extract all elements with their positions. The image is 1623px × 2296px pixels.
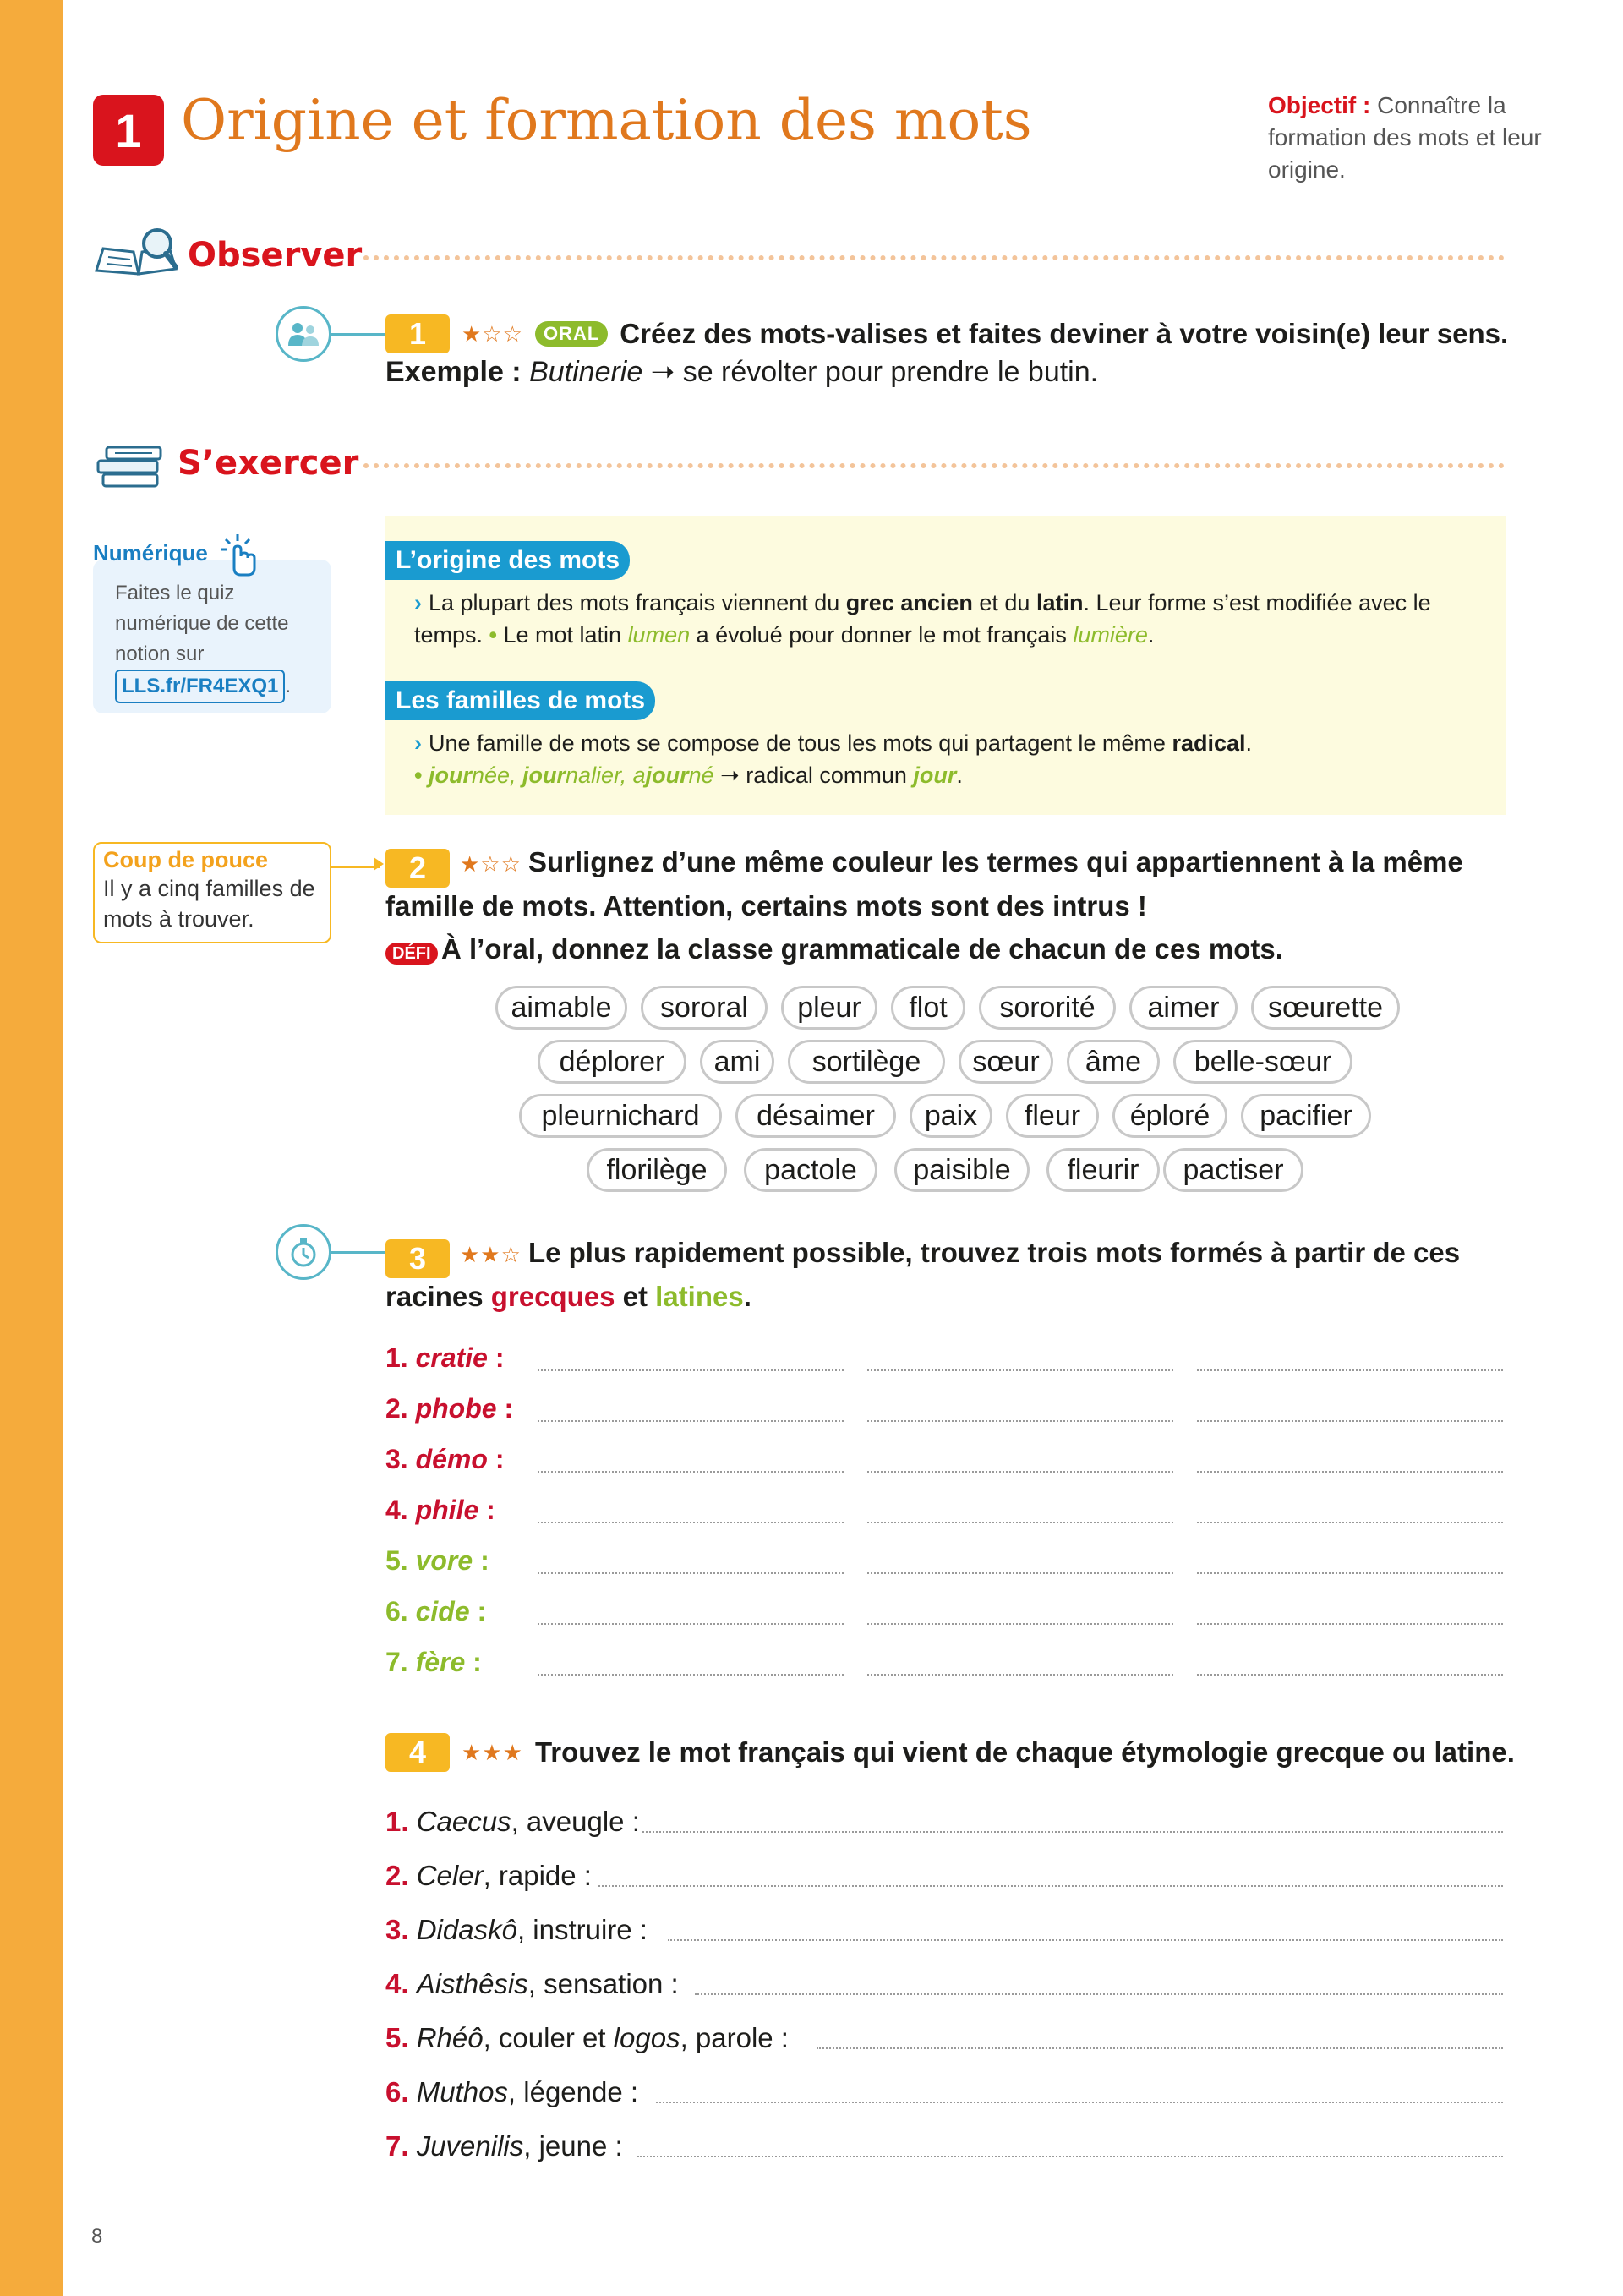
answer-line[interactable]	[538, 1674, 844, 1676]
word-pill[interactable]: sororal	[641, 986, 768, 1030]
etymology-item	[385, 1806, 640, 1838]
section-sexercer	[91, 429, 358, 497]
item-number: 2.	[385, 1860, 409, 1891]
arrow-icon: ➝	[650, 356, 675, 388]
text: ➝ radical commun	[713, 763, 914, 788]
answer-line[interactable]	[1197, 1369, 1503, 1371]
word-pill[interactable]: belle-sœur	[1173, 1040, 1352, 1084]
chevron-right-icon: ›	[414, 590, 422, 615]
hint-box	[93, 842, 331, 943]
meaning: , parole :	[680, 2022, 789, 2053]
root-item	[385, 1444, 504, 1475]
word-pill[interactable]: paix	[910, 1094, 992, 1138]
exercise4-header	[385, 1733, 1515, 1772]
chapter-number-badge: 1	[93, 95, 164, 166]
exercise2-header	[385, 844, 1506, 974]
section-divider-dots	[363, 255, 1505, 260]
etymology-item	[385, 2130, 623, 2162]
word-pill[interactable]: désaimer	[735, 1094, 896, 1138]
meaning: , instruire :	[516, 1914, 648, 1945]
word-pill[interactable]: pleurnichard	[519, 1094, 722, 1138]
origin-tag: L’origine des mots	[385, 541, 630, 580]
item-number: 1.	[385, 1806, 409, 1837]
text: .	[743, 1280, 751, 1312]
item-number: 7.	[385, 2130, 409, 2162]
example-meaning: se révolter pour prendre le butin.	[682, 356, 1099, 388]
example-word: lumière	[1073, 622, 1148, 648]
meaning: , aveugle :	[511, 1806, 640, 1837]
difficulty-stars: ★★★	[462, 1739, 523, 1765]
root: jour	[645, 763, 689, 788]
suffix: née,	[471, 763, 523, 788]
numerique-title	[93, 531, 261, 578]
family-tag: Les familles de mots	[385, 681, 655, 720]
text: La plupart des mots français viennent du	[429, 590, 846, 615]
answer-line[interactable]	[598, 1885, 1503, 1887]
exercise1-example	[385, 355, 1098, 389]
answer-line[interactable]	[1197, 1420, 1503, 1422]
page-sidebar-band	[0, 0, 63, 2296]
difficulty-stars: ★★☆	[460, 1242, 522, 1267]
word-pill[interactable]: aimer	[1129, 986, 1238, 1030]
word-pill[interactable]: pactole	[744, 1148, 877, 1192]
etymology-item	[385, 1914, 648, 1946]
meaning: , jeune :	[523, 2130, 623, 2162]
answer-line[interactable]	[867, 1674, 1173, 1676]
text: a évolué pour donner le mot français	[690, 622, 1074, 648]
text: .	[1245, 730, 1253, 756]
item-number: 4.	[385, 1495, 408, 1525]
root: jour	[522, 763, 566, 788]
objective	[1268, 90, 1547, 186]
answer-line[interactable]	[867, 1471, 1173, 1473]
pair-work-icon	[276, 306, 331, 362]
answer-line[interactable]	[867, 1369, 1173, 1371]
answer-line[interactable]	[867, 1572, 1173, 1574]
root-word: fère	[415, 1647, 466, 1677]
etymon: logos	[613, 2022, 680, 2053]
root-word: vore	[415, 1545, 473, 1576]
colon: :	[487, 1342, 505, 1373]
item-number: 4.	[385, 1968, 409, 1999]
etymology-item	[385, 1968, 679, 2000]
numerique-text	[115, 578, 318, 703]
section-observer-title: Observer	[188, 236, 363, 275]
colon: :	[465, 1647, 482, 1677]
text: .	[956, 763, 963, 788]
etymon: Didaskô	[416, 1914, 517, 1945]
root-item	[385, 1545, 489, 1577]
word-pill[interactable]: éploré	[1112, 1094, 1227, 1138]
defi-tag: DÉFI	[385, 943, 438, 965]
etymology-item	[385, 2076, 638, 2108]
etymon: Caecus	[416, 1806, 511, 1837]
answer-line[interactable]	[538, 1420, 844, 1422]
exercise1-number: 1	[385, 314, 450, 353]
greek-label: grecques	[490, 1280, 615, 1312]
etymon: Celer	[416, 1860, 484, 1891]
item-number: 5.	[385, 2022, 409, 2053]
meaning: , couler et	[483, 2022, 614, 2053]
keyword: grec ancien	[845, 590, 973, 615]
family-rule	[414, 727, 1488, 791]
section-divider-dots	[363, 463, 1505, 468]
answer-line[interactable]	[538, 1369, 844, 1371]
root-word: phile	[415, 1495, 479, 1525]
etymology-item	[385, 1860, 592, 1892]
exercise3-number: 3	[385, 1239, 450, 1278]
stopwatch-icon	[276, 1224, 331, 1280]
etymon: Juvenilis	[416, 2130, 524, 2162]
item-number: 3.	[385, 1914, 409, 1945]
example-bullet: •	[414, 763, 423, 788]
word-pill[interactable]: paisible	[894, 1148, 1030, 1192]
text: et	[615, 1280, 656, 1312]
click-hand-icon	[214, 531, 261, 578]
etymon: Muthos	[416, 2076, 508, 2107]
arrow-right-icon	[374, 857, 384, 871]
exercise1-header	[385, 314, 1508, 353]
example-word: lumen	[627, 622, 691, 648]
icon-connector	[331, 1251, 385, 1254]
item-number: 6.	[385, 1596, 408, 1626]
example-bullet: •	[489, 622, 497, 648]
word-pill[interactable]: pacifier	[1241, 1094, 1371, 1138]
text: et du	[972, 590, 1036, 615]
numerique-link[interactable]: LLS.fr/FR4EXQ1	[115, 670, 285, 703]
etymon: Aisthêsis	[416, 1968, 528, 1999]
example-word: Butinerie	[529, 356, 643, 388]
word-pill[interactable]: aimable	[495, 986, 627, 1030]
keyword: latin	[1036, 590, 1084, 615]
numerique-description: Faites le quiz numérique de cette notion sur	[115, 582, 289, 665]
word-pill[interactable]: déplorer	[538, 1040, 686, 1084]
answer-line[interactable]	[1197, 1623, 1503, 1625]
answer-line[interactable]	[867, 1420, 1173, 1422]
oral-tag: ORAL	[535, 321, 608, 347]
root: jour	[428, 763, 472, 788]
page-number: 8	[91, 2225, 103, 2248]
root: jour	[913, 763, 957, 788]
etymology-item	[385, 2022, 789, 2054]
colon: :	[473, 1545, 489, 1576]
numerique-end: .	[285, 675, 292, 697]
answer-line[interactable]	[817, 2047, 1503, 2049]
item-number: 1.	[385, 1342, 408, 1373]
colon: :	[487, 1444, 505, 1474]
text: . Leur forme s’est modifiée avec le temps.	[414, 590, 1431, 648]
meaning: , légende :	[507, 2076, 639, 2107]
exercise3-instruction: Le plus rapidement possible, trouvez trois mots formés à partir de ces racines	[385, 1237, 1461, 1312]
root-item	[385, 1596, 486, 1627]
item-number: 3.	[385, 1444, 408, 1474]
word-pill[interactable]: sœurette	[1251, 986, 1400, 1030]
section-observer	[91, 221, 362, 289]
answer-line[interactable]	[1197, 1522, 1503, 1523]
prefix: a	[632, 763, 646, 788]
books-stack-icon	[91, 434, 172, 493]
numerique-title-text: Numérique	[93, 539, 208, 566]
latin-label: latines	[655, 1280, 744, 1312]
chevron-right-icon: ›	[414, 730, 422, 756]
colon: :	[496, 1393, 514, 1424]
objective-label: Objectif :	[1268, 92, 1371, 118]
colon: :	[469, 1596, 487, 1626]
icon-connector	[331, 333, 385, 336]
suffix: né	[688, 763, 714, 788]
section-sexercer-title: S’exercer	[178, 444, 359, 483]
root-word: cratie	[415, 1342, 488, 1373]
answer-line[interactable]	[1197, 1674, 1503, 1676]
answer-line[interactable]	[1197, 1471, 1503, 1473]
root-item	[385, 1647, 482, 1678]
answer-line[interactable]	[637, 2156, 1503, 2157]
item-number: 2.	[385, 1393, 408, 1424]
keyword: radical	[1172, 730, 1246, 756]
root-item	[385, 1342, 505, 1374]
root-word: phobe	[415, 1393, 497, 1424]
magnifier-book-icon	[91, 221, 183, 289]
exercise4-number: 4	[385, 1733, 450, 1772]
meaning: , sensation :	[527, 1968, 679, 1999]
word-pill[interactable]: âme	[1067, 1040, 1160, 1084]
word-pill[interactable]: pactiser	[1163, 1148, 1303, 1192]
text: .	[1147, 622, 1155, 648]
answer-line[interactable]	[538, 1572, 844, 1574]
answer-line[interactable]	[1197, 1572, 1503, 1574]
meaning: , rapide :	[483, 1860, 592, 1891]
difficulty-stars: ★☆☆	[462, 320, 523, 347]
word-pill[interactable]: fleurir	[1046, 1148, 1160, 1192]
origin-rule	[414, 587, 1488, 651]
difficulty-stars: ★☆☆	[460, 851, 522, 877]
word-pill[interactable]: sororité	[979, 986, 1116, 1030]
etymon: Rhéô	[416, 2022, 484, 2053]
text: Une famille de mots se compose de tous les mots qui partagent le même	[429, 730, 1172, 756]
word-pill[interactable]: flot	[891, 986, 965, 1030]
word-pill[interactable]: florilège	[587, 1148, 727, 1192]
text: Le mot latin	[496, 622, 628, 648]
item-number: 5.	[385, 1545, 408, 1576]
answer-line[interactable]	[538, 1623, 844, 1625]
root-item	[385, 1495, 495, 1526]
root-word: démo	[415, 1444, 488, 1474]
answer-line[interactable]	[867, 1522, 1173, 1523]
chapter-title: Origine et formation des mots	[181, 88, 1032, 153]
word-pill[interactable]: fleur	[1006, 1094, 1099, 1138]
word-pill[interactable]: sœur	[959, 1040, 1053, 1084]
exercise3-header	[385, 1234, 1506, 1321]
item-number: 6.	[385, 2076, 409, 2107]
suffix: nalier,	[566, 763, 633, 788]
root-word: cide	[415, 1596, 470, 1626]
answer-line[interactable]	[867, 1623, 1173, 1625]
example-label: Exemple :	[385, 356, 522, 388]
objective-text: Connaître la formation des mots et leur origine.	[1268, 92, 1542, 183]
answer-line[interactable]	[642, 1831, 1503, 1833]
hint-title: Coup de pouce	[103, 847, 268, 872]
word-pill[interactable]: sortilège	[788, 1040, 945, 1084]
answer-line[interactable]	[538, 1522, 844, 1523]
word-pill[interactable]: pleur	[781, 986, 877, 1030]
exercise1-instruction: Créez des mots-valises et faites deviner à votre voisin(e) leur sens.	[620, 318, 1509, 349]
root-item	[385, 1393, 513, 1424]
answer-line[interactable]	[695, 1993, 1503, 1995]
exercise2-instruction: Surlignez d’une même couleur les termes qui appartiennent à la même famille de mots. Attention, certains mots sont des intrus !	[385, 846, 1463, 921]
defi-instruction: À l’oral, donnez la classe grammaticale de chacun de ces mots.	[441, 932, 1283, 965]
colon: :	[478, 1495, 495, 1525]
answer-line[interactable]	[538, 1471, 844, 1473]
word-pill[interactable]: ami	[700, 1040, 774, 1084]
answer-line[interactable]	[656, 2102, 1503, 2103]
exercise4-instruction: Trouvez le mot français qui vient de chaque étymologie grecque ou latine.	[534, 1736, 1515, 1768]
item-number: 7.	[385, 1647, 408, 1677]
answer-line[interactable]	[668, 1939, 1503, 1941]
exercise2-number: 2	[385, 849, 450, 888]
hint-text: Il y a cinq familles de mots à trouver.	[103, 876, 315, 932]
